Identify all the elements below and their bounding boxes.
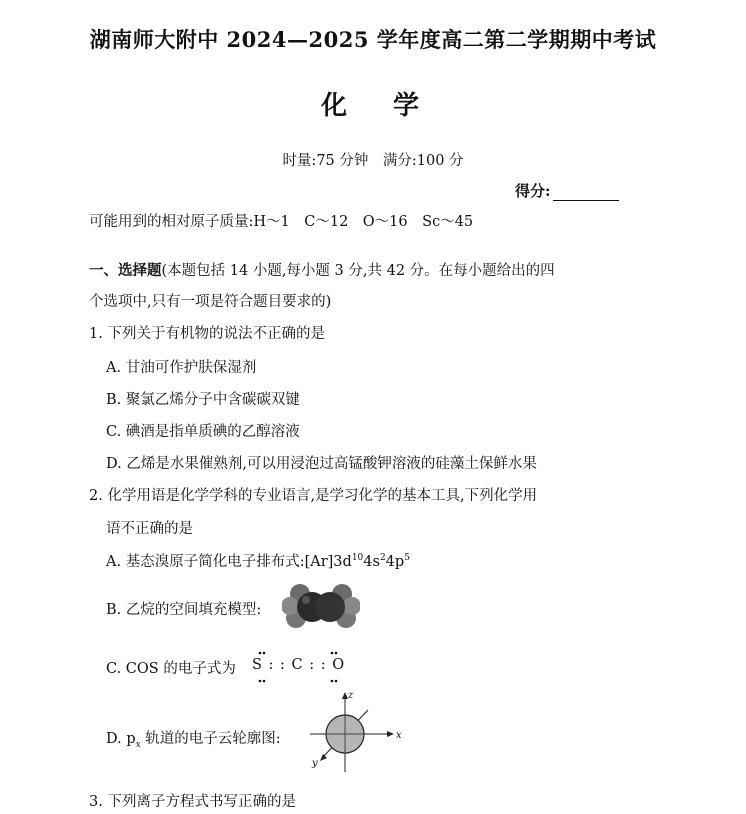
time-score-info: 时量:75 分钟 满分:100 分 xyxy=(282,153,464,169)
subject-title: 化学 xyxy=(320,91,465,121)
q2-a-sup3: 5 xyxy=(404,553,410,564)
q2-a-prefix: A. 基态溴原子简化电子排布式:[Ar]3d xyxy=(106,554,352,570)
score-label: 得分: xyxy=(515,182,551,200)
q1-option-b: B. 聚氯乙烯分子中含碳碳双键 xyxy=(106,392,300,408)
q2-stem-2: 语不正确的是 xyxy=(106,521,193,537)
score-field xyxy=(515,180,619,201)
q1-stem: 1. 下列关于有机物的说法不正确的是 xyxy=(89,326,325,342)
q1-option-d: D. 乙烯是水果催熟剂,可以用浸泡过高锰酸钾溶液的硅藻土保鲜水果 xyxy=(106,456,537,472)
score-blank xyxy=(553,184,619,201)
q2-a-sup2: 2 xyxy=(379,553,386,564)
section-1-heading xyxy=(89,259,555,280)
axis-y-label: y xyxy=(312,758,318,769)
section-1-title: 一、选择题 xyxy=(89,262,162,279)
section-1-instructions-1: (本题包括 14 小题,每小题 3 分,共 42 分。在每小题给出的四 xyxy=(161,263,555,279)
ethane-space-filling-model-icon xyxy=(282,582,360,634)
section-1-instructions-2: 个选项中,只有一项是符合题目要求的) xyxy=(89,294,332,310)
cos-electron-formula: S : : C : : O xyxy=(252,657,346,673)
atomic-masses: 可能用到的相对原子质量:H～1 C～12 O～16 Sc～45 xyxy=(89,214,474,230)
q2-option-a xyxy=(106,550,410,571)
q2-a-mid2: 4p xyxy=(385,554,405,570)
q2-option-c: C. COS 的电子式为 xyxy=(106,661,236,677)
q2-option-b: B. 乙烷的空间填充模型: xyxy=(106,602,262,618)
exam-title: 湖南师大附中 2024—2025 学年度高二第二学期期中考试 xyxy=(89,27,657,52)
q2-a-sup1: 10 xyxy=(351,553,364,564)
q2-stem-1: 2. 化学用语是化学学科的专业语言,是学习化学的基本工具,下列化学用 xyxy=(89,488,538,504)
q2-a-mid1: 4s xyxy=(363,554,380,570)
q2-d-suffix: 轨道的电子云轮廓图: xyxy=(140,731,281,747)
lone-pair-dots-icon xyxy=(250,650,360,684)
q3-stem: 3. 下列离子方程式书写正确的是 xyxy=(89,794,296,810)
q1-option-c: C. 碘酒是指单质碘的乙醇溶液 xyxy=(106,424,300,440)
q2-d-sub: x xyxy=(135,739,141,750)
q2-d-prefix: D. p xyxy=(106,731,136,747)
q2-option-d xyxy=(106,727,281,750)
axis-z-label: z xyxy=(348,690,354,701)
q1-option-a: A. 甘油可作护肤保湿剂 xyxy=(106,360,257,376)
axis-x-label: x xyxy=(396,730,402,741)
px-orbital-diagram-icon xyxy=(300,688,410,778)
